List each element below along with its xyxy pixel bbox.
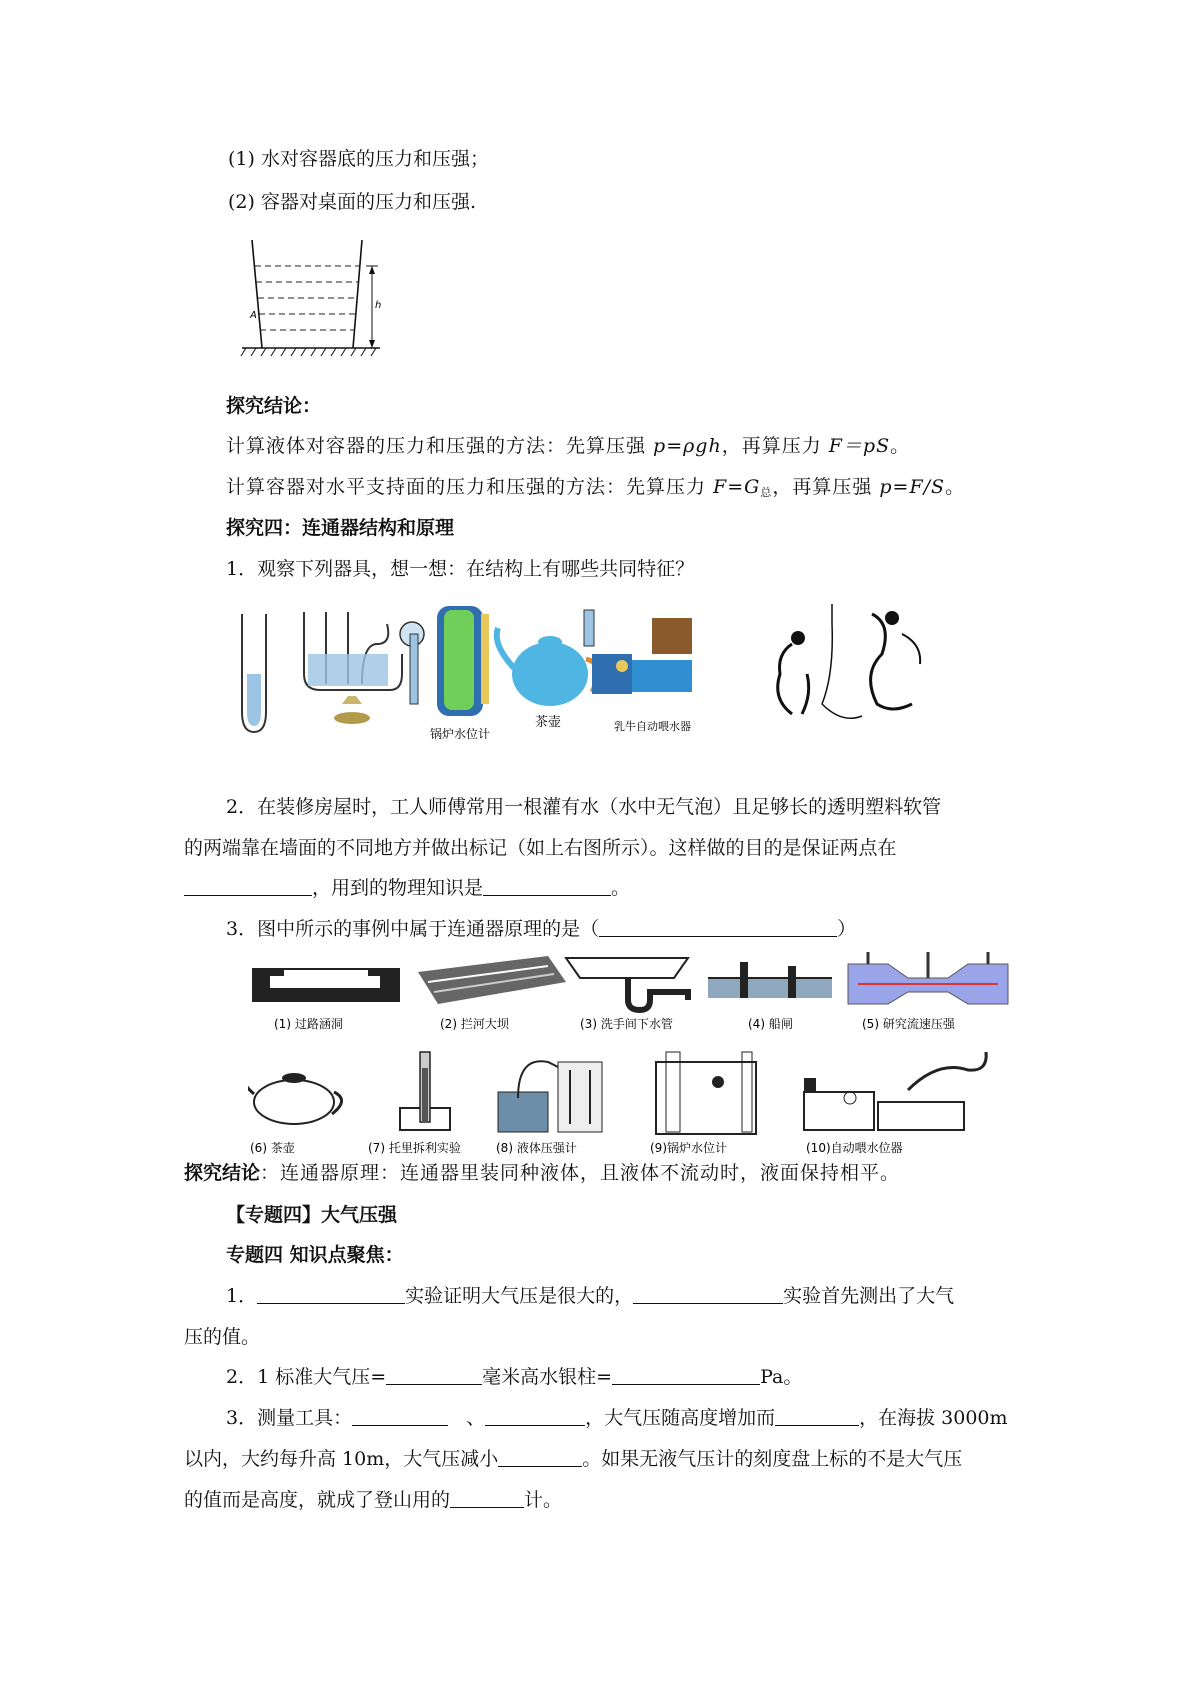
example-sink xyxy=(566,958,688,1031)
topic4-title: 【专题四】大气压强 xyxy=(226,1204,398,1226)
topic4-q3-line1: 3．测量工具： 、 ，大气压随高度增加而 ，在海拔 3000m xyxy=(226,1407,1008,1429)
examples-figure xyxy=(248,952,1038,1157)
inquiry4-title: 探究四：连通器结构和原理 xyxy=(226,517,455,539)
topic4-q1-line2: 压的值。 xyxy=(184,1326,261,1348)
answer-blank[interactable] xyxy=(498,1448,582,1467)
caption-1: (1) 过路涵洞 xyxy=(274,1017,343,1031)
label-boiler: 锅炉水位计 xyxy=(430,727,491,741)
caption-7: (7) 托里拆利实验 xyxy=(368,1141,461,1155)
question-1: (1) 水对容器底的压力和压强； xyxy=(228,148,489,170)
answer-blank[interactable] xyxy=(352,1407,448,1426)
example-dam xyxy=(418,956,566,1031)
caption-10: (10)自动喂水位器 xyxy=(806,1141,903,1155)
caption-2: (2) 拦河大坝 xyxy=(440,1017,509,1031)
answer-blank[interactable] xyxy=(184,877,312,896)
u-tube-illustration xyxy=(242,614,266,732)
cow-feeder-illustration xyxy=(584,610,692,733)
conclusion-line-2: 计算容器对水平支持面的压力和压强的方法：先算压力 $F=G_总$，再算压强 p=F/S。 xyxy=(226,476,966,499)
label-teapot: 茶壶 xyxy=(535,715,562,730)
answer-blank[interactable] xyxy=(485,1407,585,1426)
answer-blank[interactable] xyxy=(483,877,611,896)
inquiry4-q3: 3．图中所示的事例中属于连通器原理的是（ ） xyxy=(226,918,857,940)
example-auto-feeder xyxy=(804,1052,986,1155)
multi-tube-illustration xyxy=(304,612,424,724)
inquiry4-q2-line3: ，用到的物理知识是 。 xyxy=(184,876,630,900)
example-teapot xyxy=(248,1072,342,1155)
container-diagram xyxy=(240,236,405,364)
answer-blank[interactable] xyxy=(257,1285,405,1304)
topic4-q3-line2: 以内，大约每升高 10m，大气压减小 。如果无液气压计的刻度盘上标的不是大气压 xyxy=(184,1448,963,1470)
inquiry4-q2-line2: 的两端靠在墙面的不同地方并做出标记（如上右图所示）。这样做的目的是保证两点在 xyxy=(184,837,897,859)
label-cow: 乳牛自动喂水器 xyxy=(614,720,691,733)
conclusion-line-1: 计算液体对容器的压力和压强的方法：先算压强 p=ρgh，再算压力 F＝pS。 xyxy=(226,435,911,457)
example-torricelli xyxy=(368,1052,461,1155)
topic4-q1-line1: 1． 实验证明大气压是很大的， 实验首先测出了大气 xyxy=(226,1285,955,1307)
caption-5: (5) 研究流速压强 xyxy=(862,1017,955,1031)
topic4-q3-line3: 的值而是高度，就成了登山用的 计。 xyxy=(184,1489,563,1511)
teapot-illustration xyxy=(497,628,598,730)
inquiry4-q1: 1．观察下列器具，想一想：在结构上有哪些共同特征？ xyxy=(226,558,695,580)
inquiry4-q2-line1: 2．在装修房屋时，工人师傅常用一根灌有水（水中无气泡）且足够长的透明塑料软管 xyxy=(226,796,942,818)
answer-blank[interactable] xyxy=(633,1285,783,1304)
conclusion-2: 探究结论：连通器原理：连通器里装同种液体，且液体不流动时，液面保持相平。 xyxy=(184,1162,901,1184)
workers-hose-illustration xyxy=(778,604,920,718)
caption-3: (3) 洗手间下水管 xyxy=(580,1017,673,1031)
caption-9: (9)锅炉水位计 xyxy=(650,1141,727,1155)
answer-blank[interactable] xyxy=(450,1489,524,1508)
example-boiler xyxy=(650,1052,756,1155)
label-a: A xyxy=(250,310,257,321)
conclusion-title: 探究结论： xyxy=(226,395,322,417)
answer-blank[interactable] xyxy=(612,1366,760,1385)
connected-vessels-figure xyxy=(232,604,992,744)
example-pressure-gauge xyxy=(496,1061,602,1155)
example-culvert xyxy=(252,968,400,1031)
label-h: h xyxy=(375,300,382,311)
answer-blank[interactable] xyxy=(386,1366,482,1385)
caption-8: (8) 液体压强计 xyxy=(496,1141,577,1155)
caption-6: (6) 茶壶 xyxy=(250,1141,295,1155)
caption-4: (4) 船闸 xyxy=(748,1017,793,1031)
topic4-subtitle: 专题四 知识点聚焦： xyxy=(226,1244,404,1266)
answer-blank[interactable] xyxy=(599,918,837,937)
example-ship-lock xyxy=(708,962,832,1031)
example-venturi xyxy=(848,952,1008,1031)
answer-blank[interactable] xyxy=(775,1407,859,1426)
question-2: (2) 容器对桌面的压力和压强. xyxy=(228,191,476,213)
topic4-q2: 2．1 标准大气压= 毫米高水银柱= Pa。 xyxy=(226,1366,803,1388)
